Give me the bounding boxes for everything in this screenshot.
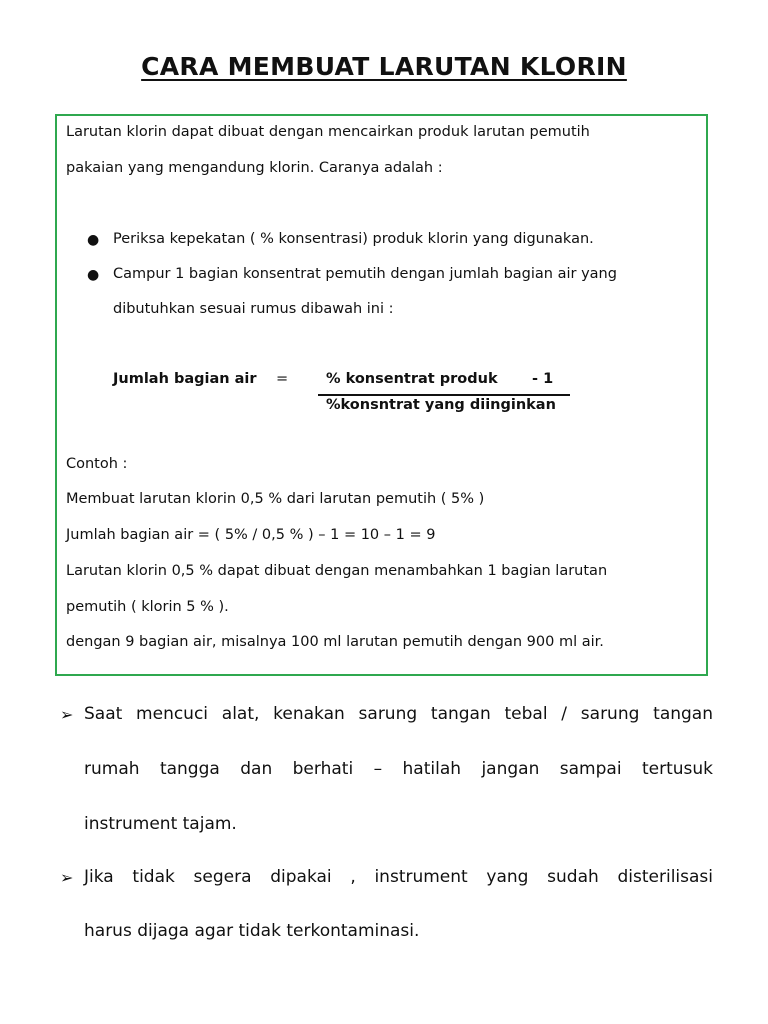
formula-denominator: %konsntrat yang diinginkan [326, 397, 556, 413]
example-line-3: Larutan klorin 0,5 % dapat dibuat dengan menambahkan 1 bagian larutan [66, 563, 608, 579]
formula-minus-one: - 1 [532, 371, 554, 387]
example-line-5: dengan 9 bagian air, misalnya 100 ml larutan pemutih dengan 900 ml air. [66, 634, 604, 650]
bullet-item-2-line-1: Campur 1 bagian konsentrat pemutih dengan jumlah bagian air yang [113, 266, 617, 282]
point-1-line-1: Saat mencuci alat, kenakan sarung tangan tebal / sarung tangan [84, 704, 713, 724]
bullet-item-2-line-2: dibutuhkan sesuai rumus dibawah ini : [113, 301, 394, 317]
arrow-bullet-icon: ➢ [60, 705, 74, 724]
example-line-4: pemutih ( klorin 5 % ). [66, 599, 229, 615]
bullet-item-1: Periksa kepekatan ( % konsentrasi) produk klorin yang digunakan. [113, 231, 594, 247]
bullet-dot-icon: ● [87, 267, 100, 283]
point-1-line-3: instrument tajam. [84, 814, 237, 834]
point-1-line-2: rumah tangga dan berhati – hatilah jangan sampai tertusuk [84, 759, 713, 779]
formula-numerator: % konsentrat produk [326, 371, 498, 387]
bullet-dot-icon: ● [87, 232, 100, 248]
example-heading: Contoh : [66, 456, 128, 472]
fraction-bar [318, 394, 570, 396]
arrow-bullet-icon: ➢ [60, 868, 74, 887]
point-2-line-2: harus dijaga agar tidak terkontaminasi. [84, 921, 420, 941]
example-line-2: Jumlah bagian air = ( 5% / 0,5 % ) – 1 = 10 – 1 = 9 [66, 527, 436, 543]
formula-label: Jumlah bagian air [113, 371, 257, 387]
page-title: CARA MEMBUAT LARUTAN KLORIN [141, 52, 627, 81]
formula-equals: = [276, 371, 289, 387]
intro-text-line-1: Larutan klorin dapat dibuat dengan mencairkan produk larutan pemutih [66, 124, 590, 140]
point-2-line-1: Jika tidak segera dipakai , instrument yang sudah disterilisasi [84, 867, 713, 887]
intro-text-line-2: pakaian yang mengandung klorin. Caranya adalah : [66, 160, 443, 176]
example-line-1: Membuat larutan klorin 0,5 % dari larutan pemutih ( 5% ) [66, 491, 485, 507]
